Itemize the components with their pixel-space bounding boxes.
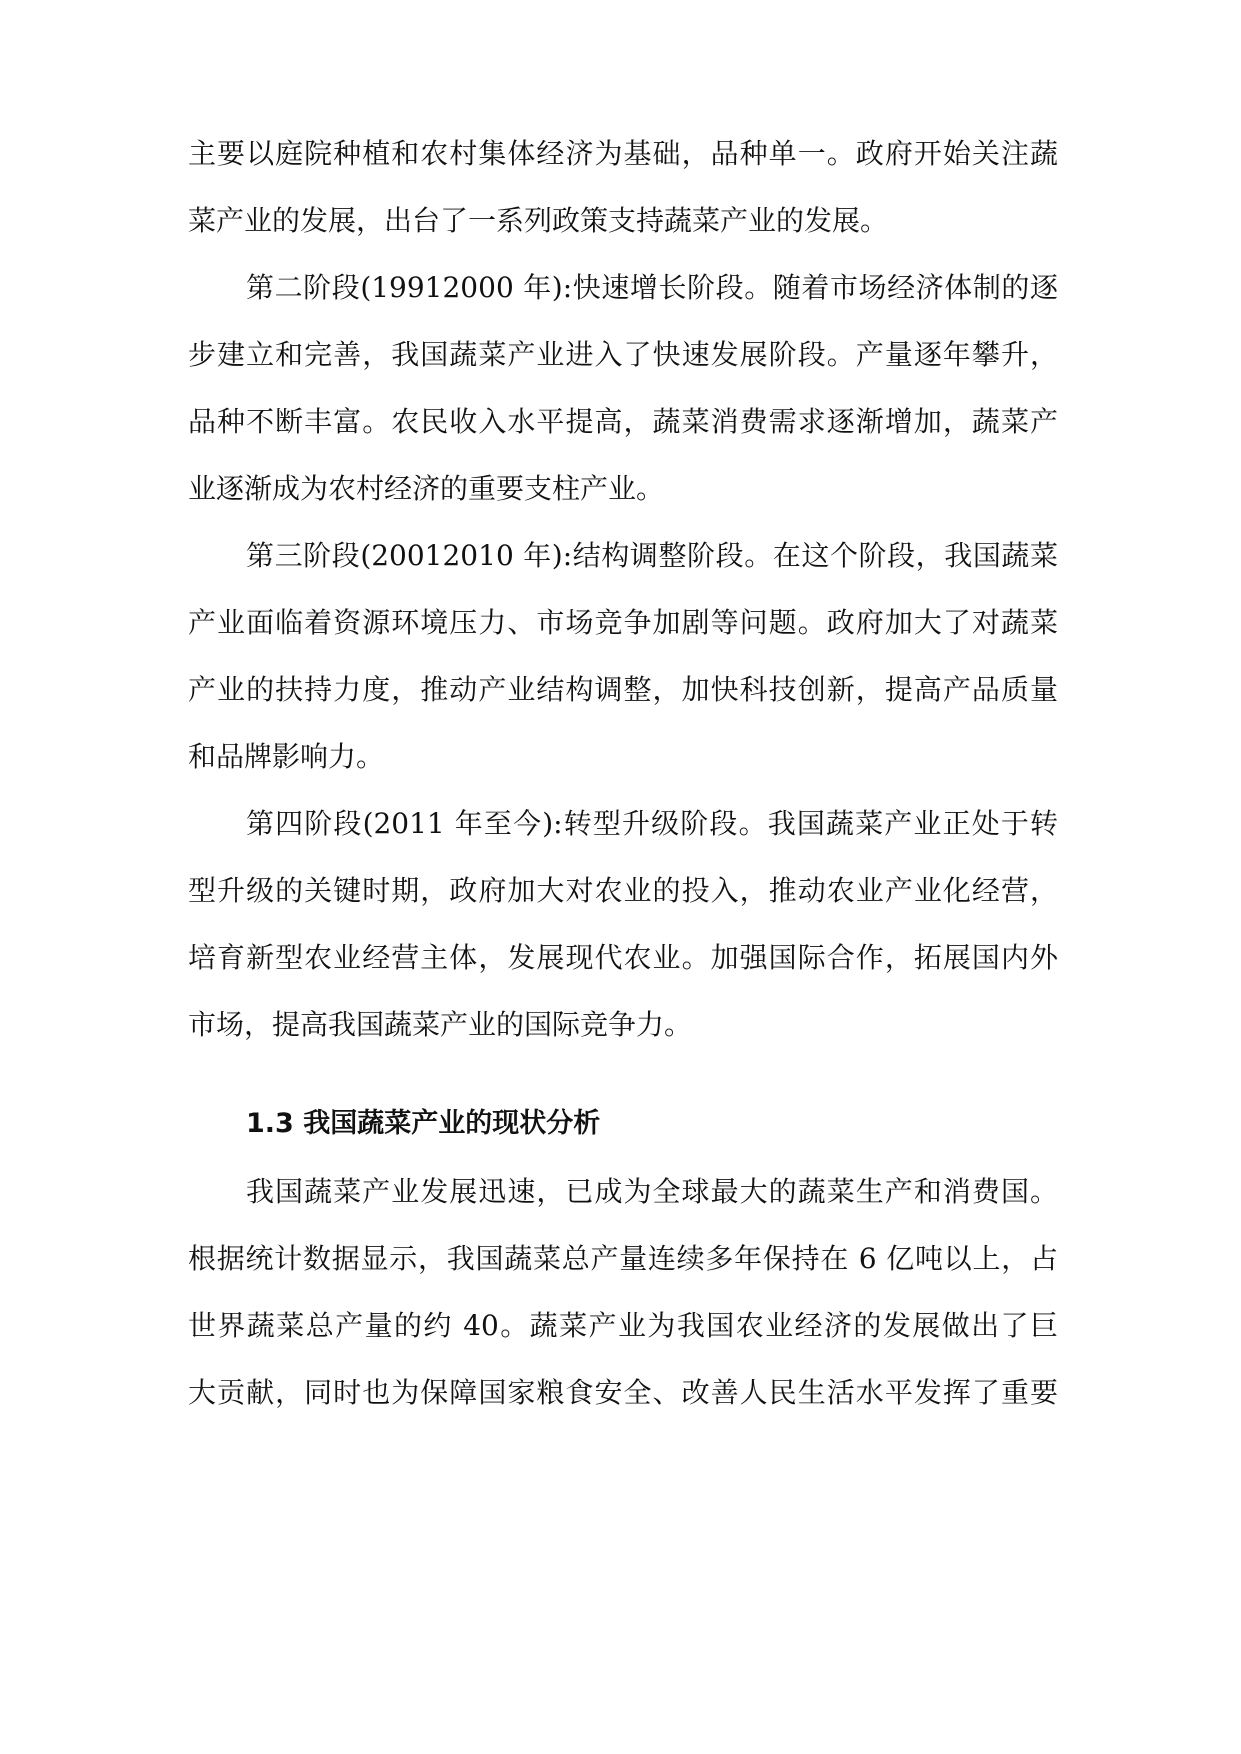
paragraph-4-line-3: 培育新型农业经营主体，发展现代农业。加强国际合作，拓展国内外: [188, 941, 1058, 974]
paragraph-5-line-1: 我国蔬菜产业发展迅速，已成为全球最大的蔬菜生产和消费国。: [246, 1175, 1058, 1208]
paragraph-4-line-2: 型升级的关键时期，政府加大对农业的投入，推动农业产业化经营，: [188, 874, 1058, 907]
section-heading: 1.3 我国蔬菜产业的现状分析: [246, 1108, 601, 1139]
paragraph-1-line-1: 主要以庭院种植和农村集体经济为基础，品种单一。政府开始关注蔬: [188, 137, 1058, 170]
paragraph-4-line-4: 市场，提高我国蔬菜产业的国际竞争力。: [188, 1008, 693, 1041]
paragraph-2-line-4: 业逐渐成为农村经济的重要支柱产业。: [188, 472, 665, 505]
paragraph-2-line-1: 第二阶段(19912000 年):快速增长阶段。随着市场经济体制的逐: [246, 271, 1058, 304]
paragraph-3-line-2: 产业面临着资源环境压力、市场竞争加剧等问题。政府加大了对蔬菜: [188, 606, 1058, 639]
paragraph-5-line-2: 根据统计数据显示，我国蔬菜总产量连续多年保持在 6 亿吨以上，占: [188, 1242, 1058, 1275]
paragraph-5-line-4: 大贡献，同时也为保障国家粮食安全、改善人民生活水平发挥了重要: [188, 1376, 1058, 1409]
paragraph-3-line-1: 第三阶段(20012010 年):结构调整阶段。在这个阶段，我国蔬菜: [246, 539, 1058, 572]
paragraph-3-line-3: 产业的扶持力度，推动产业结构调整，加快科技创新，提高产品质量: [188, 673, 1058, 706]
paragraph-2-line-2: 步建立和完善，我国蔬菜产业进入了快速发展阶段。产量逐年攀升，: [188, 338, 1058, 371]
paragraph-5-line-3: 世界蔬菜总产量的约 40。蔬菜产业为我国农业经济的发展做出了巨: [188, 1309, 1058, 1342]
paragraph-2-line-3: 品种不断丰富。农民收入水平提高，蔬菜消费需求逐渐增加，蔬菜产: [188, 405, 1058, 438]
paragraph-4-line-1: 第四阶段(2011 年至今):转型升级阶段。我国蔬菜产业正处于转: [246, 807, 1058, 840]
paragraph-1-line-2: 菜产业的发展，出台了一系列政策支持蔬菜产业的发展。: [188, 204, 889, 237]
paragraph-3-line-4: 和品牌影响力。: [188, 740, 385, 773]
